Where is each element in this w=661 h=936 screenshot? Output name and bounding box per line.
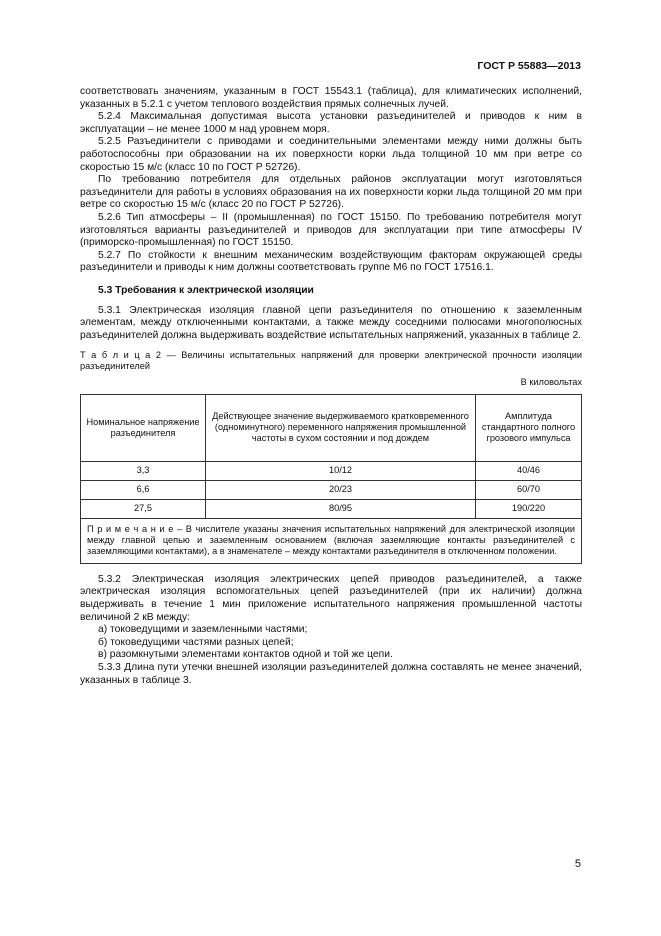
table-note-row xyxy=(81,518,582,563)
document-header: ГОСТ Р 55883—2013 xyxy=(477,60,581,72)
table-header-cell: Действующее значение выдерживаемого кратковременного (одноминутного) переменного напряжения промышленной частоты в сухом состоянии и под дождем xyxy=(206,394,476,461)
paragraph: соответствовать значениям, указанным в ГОСТ 15543.1 (таблица), для климатических исполнений, указанных в 5.2.1 с учетом теплового воздействия прямых солнечных лучей. xyxy=(80,86,582,110)
table-header-cell: Номинальное напряжение разъединителя xyxy=(81,394,206,461)
table-row xyxy=(81,499,582,518)
table-note: П р и м е ч а н и е – В числителе указаны значения испытательных напряжений для электрической изоляции между главной цепью и заземленным основанием (включая заземляющие контакты разъединителей с заземляющими контактами), а в знаменателе – между контактами разъединителя в отключенном положении. xyxy=(81,518,582,563)
voltage-table xyxy=(80,394,582,564)
table-caption: Т а б л и ц а 2 — Величины испытательных напряжений для проверки электрической прочности изоляции разъединителей xyxy=(80,350,582,372)
table-cell: 10/12 xyxy=(206,461,476,480)
paragraph: 5.2.6 Тип атмосферы – II (промышленная) по ГОСТ 15150. По требованию потребителя могут изготовляться варианты разъединителей и приводов для эксплуатации при типе атмосферы IV (приморско-промышленная) по ГОСТ 15150. xyxy=(80,211,582,249)
paragraph: 5.3.1 Электрическая изоляция главной цепи разъединителя по отношению к заземленным элементам, между отключенными контактами, а также между соседними полюсами многополюсных разъединителей должна выдерживать воздействие испытательных напряжений, указанных в таблице 2. xyxy=(80,304,582,341)
list-item: в) разомкнутыми элементами контактов одной и той же цепи. xyxy=(98,649,393,661)
document-body xyxy=(80,86,582,687)
table-cell: 6,6 xyxy=(81,480,206,499)
table-unit: В киловольтах xyxy=(520,377,582,388)
table-cell: 20/23 xyxy=(206,480,476,499)
paragraph: 5.2.7 По стойкости к внешним механическим воздействующим факторам окружающей среды разъединители и приводы к ним должны соответствовать группе М6 по ГОСТ 17516.1. xyxy=(80,249,582,274)
table-row xyxy=(81,480,582,499)
table-header-cell: Амплитуда стандартного полного грозового импульса xyxy=(476,394,582,461)
paragraph: По требованию потребителя для отдельных районов эксплуатации могут изготовляться разъединители для работы в условиях образования на их поверхности корки льда толщиной 20 мм при ветре со скоростью 15 м/с (класс 20 по ГОСТ Р 52726). xyxy=(80,174,582,211)
page-number: 5 xyxy=(574,858,581,870)
table-cell: 80/95 xyxy=(206,499,476,518)
table-row xyxy=(81,461,582,480)
paragraph: 5.3.2 Электрическая изоляция электрических цепей приводов разъединителей, а также электрическая изоляция вспомогательных цепей разъединителей (при их наличии) должна выдерживать в течение 1 мин приложение испытательного напряжения промышленной частоты величиной 2 кВ между: xyxy=(80,573,582,623)
section-title: 5.3 Требования к электрической изоляции xyxy=(98,284,314,296)
list-item: б) токоведущими частями разных цепей; xyxy=(98,636,294,648)
table-cell: 190/220 xyxy=(476,499,582,518)
paragraph: 5.2.5 Разъединители с приводами и соединительными элементами между ними должны быть работоспособны при образовании на их поверхности корки льда толщиной 10 мм при ветре со скоростью 15 м/с (класс 10 по ГОСТ Р 52726). xyxy=(80,136,582,173)
table-header-row xyxy=(81,394,582,461)
table-cell: 27,5 xyxy=(81,499,206,518)
list-item: а) токоведущими и заземленными частями; xyxy=(98,624,308,636)
table-cell: 40/46 xyxy=(476,461,582,480)
table-cell: 60/70 xyxy=(476,480,582,499)
paragraph: 5.3.3 Длина пути утечки внешней изоляции разъединителей должна составлять не менее значений, указанных в таблице 3. xyxy=(80,662,582,686)
paragraph: 5.2.4 Максимальная допустимая высота установки разъединителей и приводов к ним в эксплуатации – не менее 1000 м над уровнем моря. xyxy=(80,111,582,135)
table-cell: 3,3 xyxy=(81,461,206,480)
